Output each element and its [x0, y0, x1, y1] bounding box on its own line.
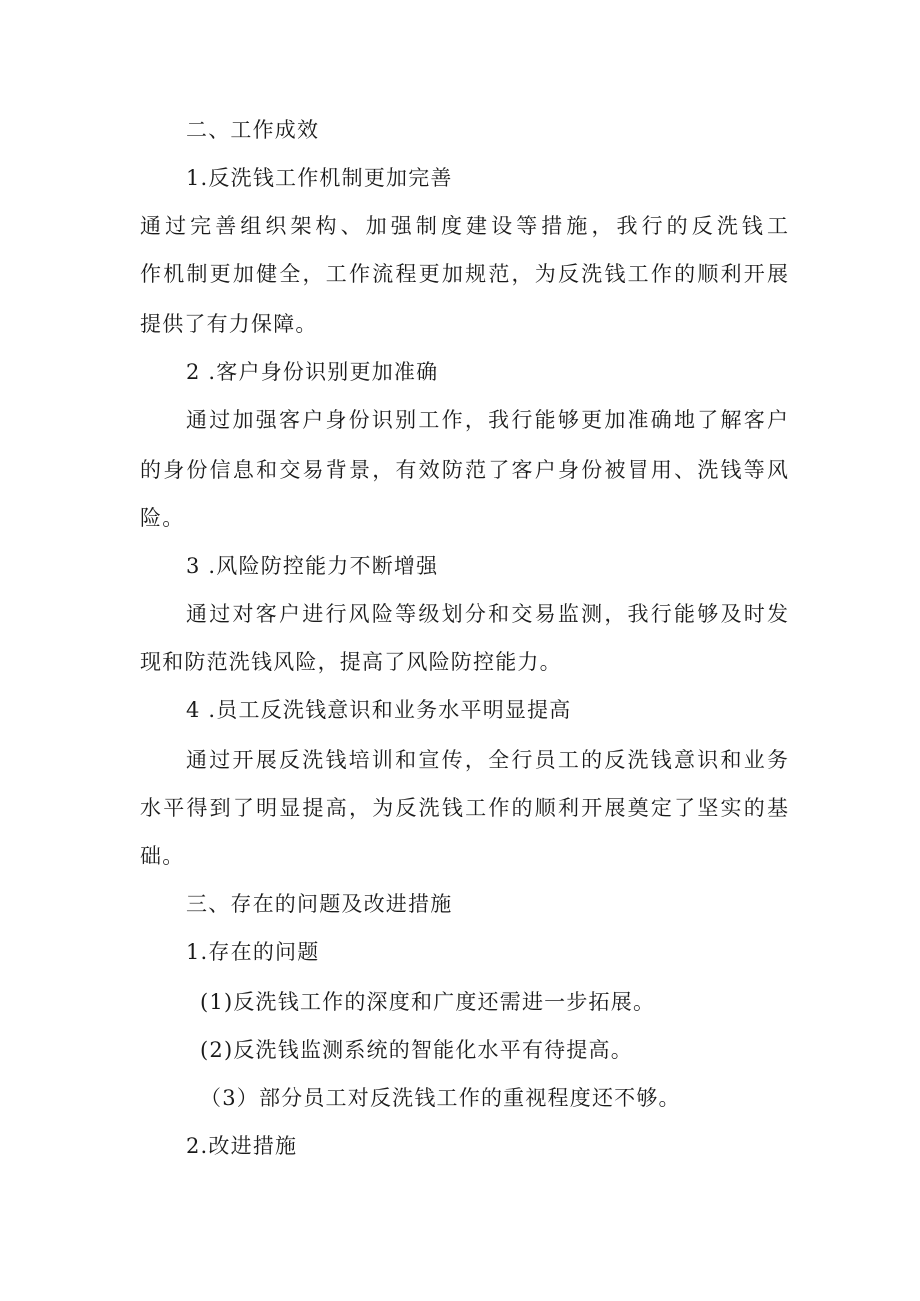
problem-item: （3）部分员工对反洗钱工作的重视程度还不够。 — [200, 1086, 681, 1110]
paragraph-line: 通过加强客户身份识别工作，我行能够更加准确地了解客户 — [186, 408, 788, 432]
paragraph-line: 通过完善组织架构、加强制度建设等措施，我行的反洗钱工 — [140, 214, 788, 238]
paragraph-line: 通过开展反洗钱培训和宣传，全行员工的反洗钱意识和业务 — [186, 748, 788, 772]
paragraph-line: 作机制更加健全，工作流程更加规范，为反洗钱工作的顺利开展 — [140, 262, 788, 286]
section-heading-problems-measures: 三、存在的问题及改进措施 — [186, 892, 453, 916]
paragraph-line: 水平得到了明显提高，为反洗钱工作的顺利开展奠定了坚实的基 — [140, 796, 788, 820]
paragraph-line: 提供了有力保障。 — [140, 312, 318, 336]
paragraph-line: 通过对客户进行风险等级划分和交易监测，我行能够及时发 — [186, 602, 788, 626]
item-heading-risk-control: 3 .风险防控能力不断增强 — [186, 554, 439, 578]
paragraph-line: 现和防范洗钱风险，提高了风险防控能力。 — [140, 650, 562, 674]
problem-item: (2)反洗钱监测系统的智能化水平有待提高。 — [200, 1038, 633, 1062]
item-heading-problems: 1.存在的问题 — [186, 940, 320, 964]
item-heading-identification: 2 .客户身份识别更加准确 — [186, 360, 439, 384]
paragraph-line: 的身份信息和交易背景，有效防范了客户身份被冒用、洗钱等风 — [140, 458, 788, 482]
section-heading-achievements: 二、工作成效 — [186, 118, 320, 142]
item-heading-staff-awareness: 4 .员工反洗钱意识和业务水平明显提高 — [186, 698, 572, 722]
item-heading-mechanism: 1.反洗钱工作机制更加完善 — [186, 166, 453, 190]
paragraph-line: 险。 — [140, 506, 185, 530]
problem-item: (1)反洗钱工作的深度和广度还需进一步拓展。 — [200, 990, 656, 1014]
paragraph-line: 础。 — [140, 844, 185, 868]
item-heading-measures: 2.改进措施 — [186, 1134, 298, 1158]
